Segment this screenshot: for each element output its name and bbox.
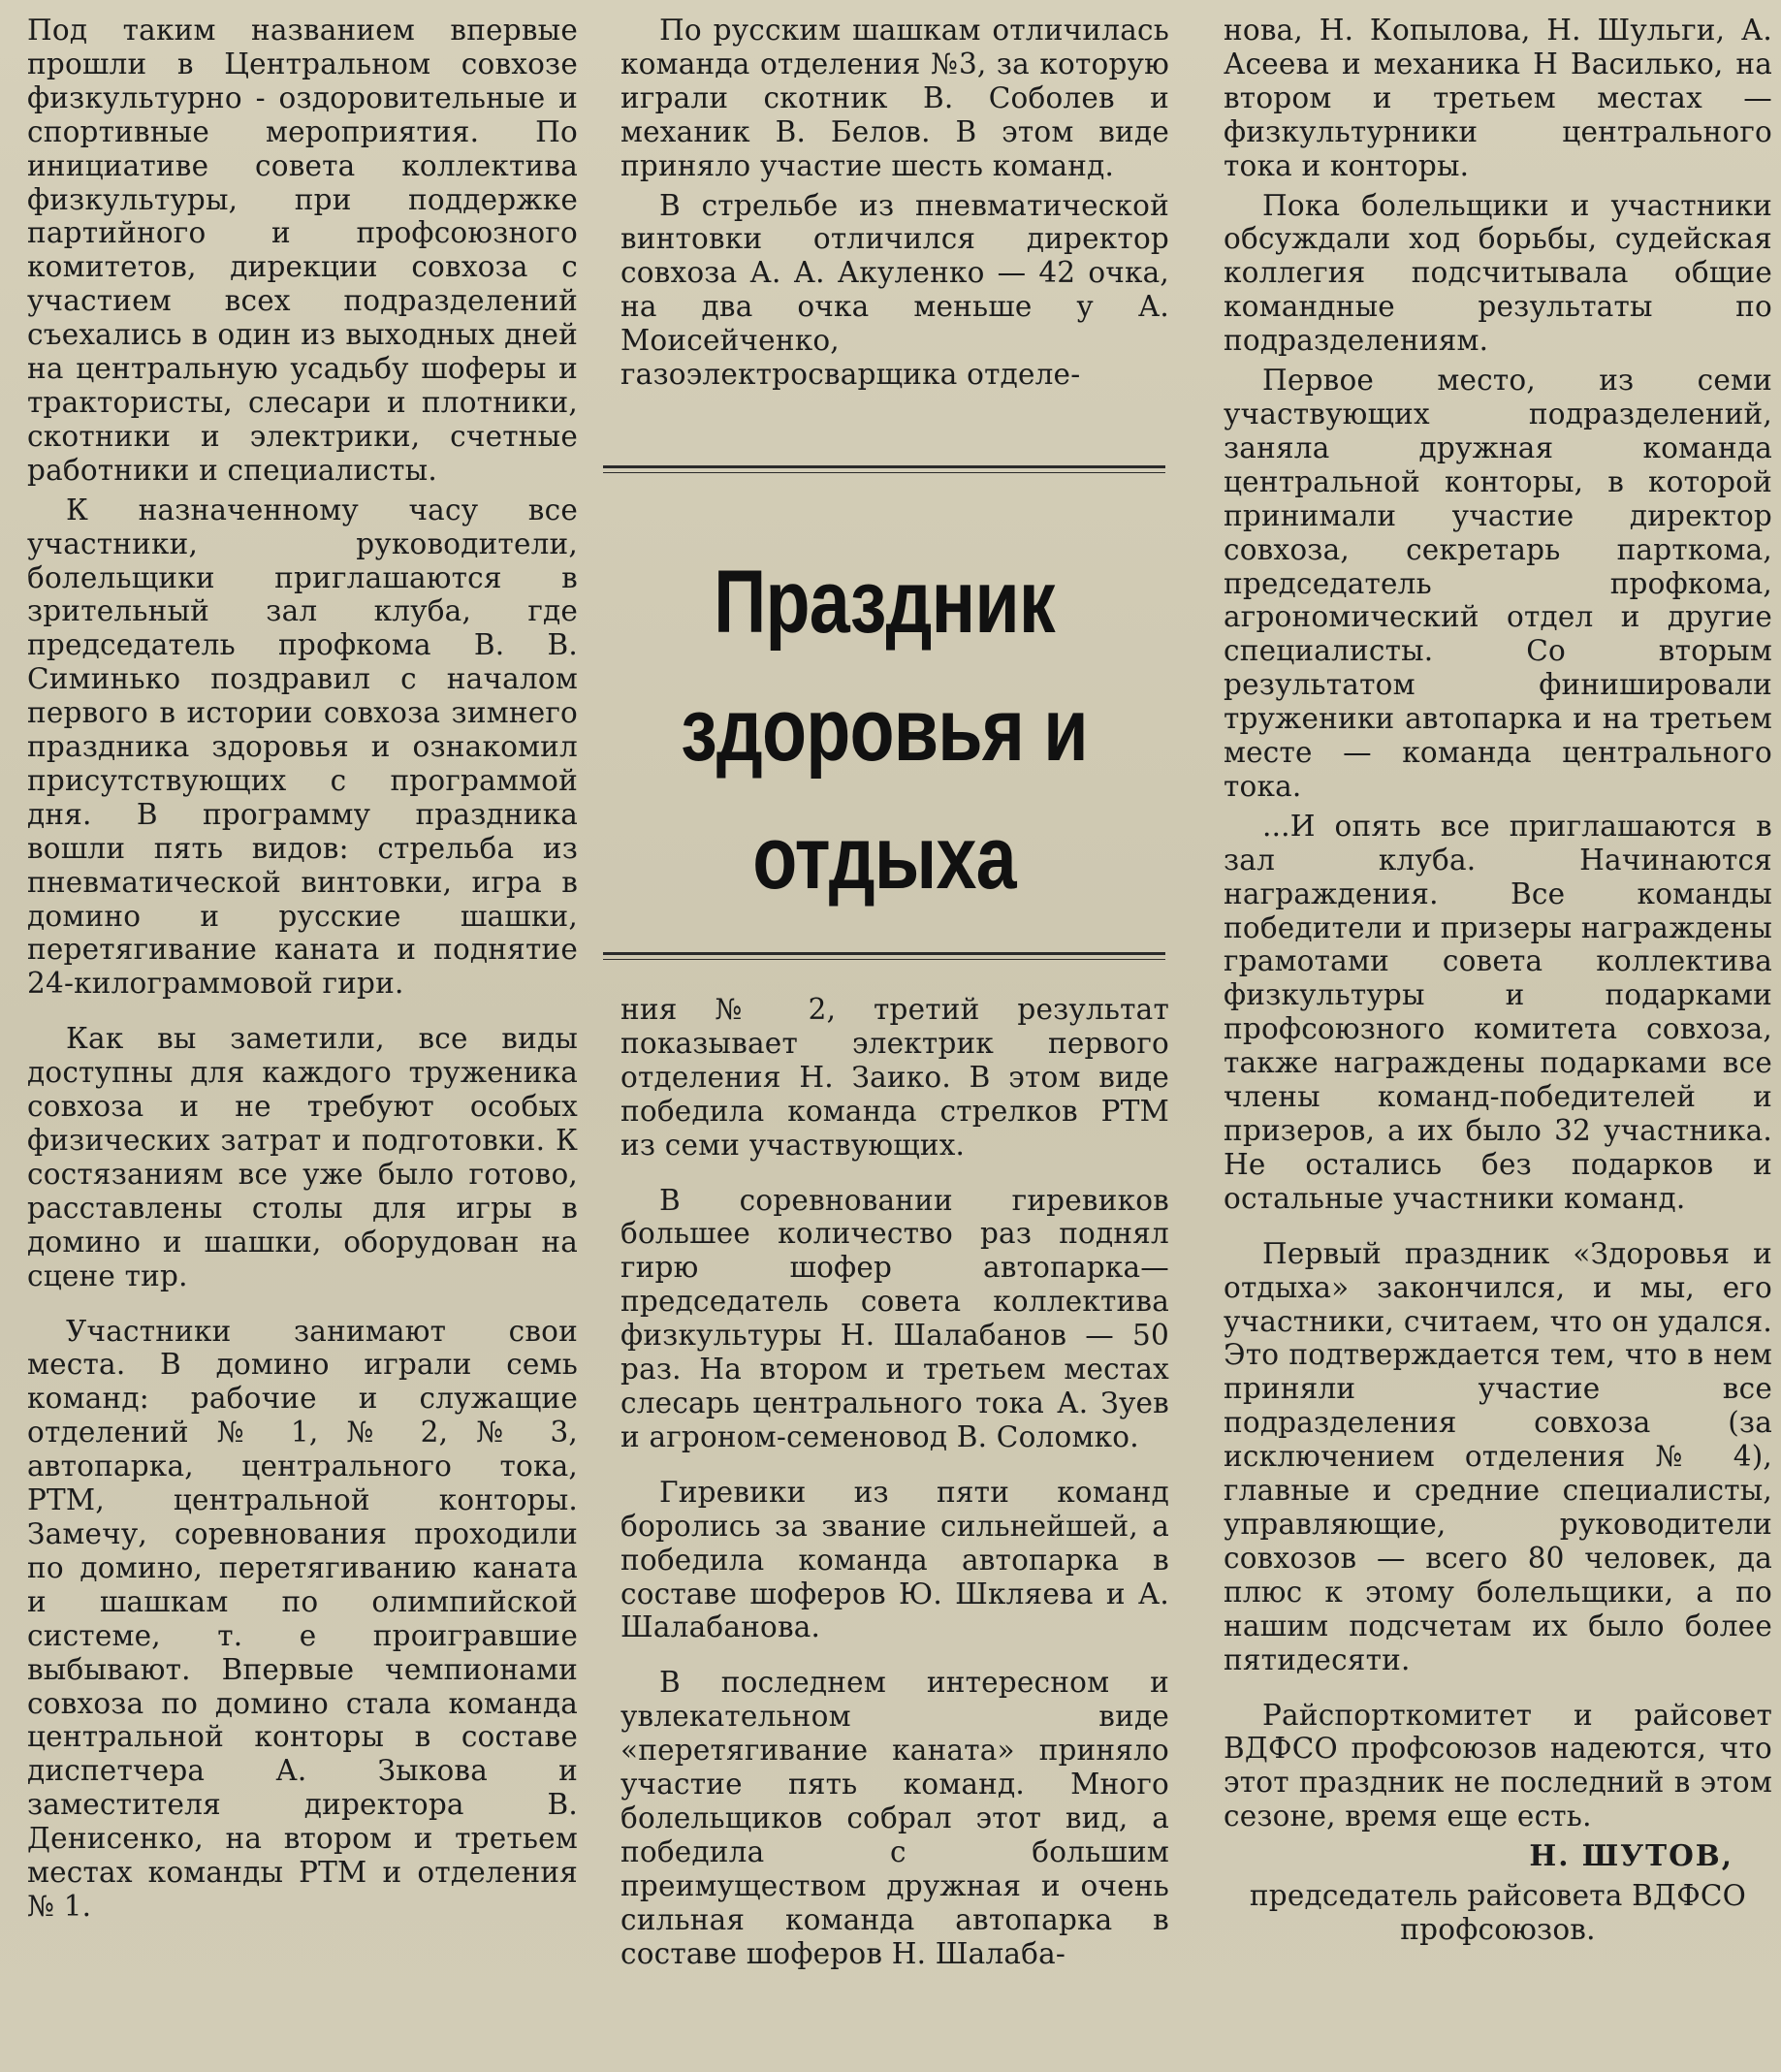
article-paragraph: К назначенному часу все участники, руководители, болельщики приглашаются в зрительный зал клуба, где председатель профкома В. В. Симинько поздравил с началом первого в истории совхоза зимнего праздника здоровья и ознакомил присутствующих с программой дня. В программу праздника вошли пять видов: стрельба из пневматической винтовки, игра в домино и русские шашки, перетягивание каната и поднятие 24-килограммовой гири. xyxy=(27,493,578,1001)
author-role: председатель райсовета ВДФСО профсоюзов. xyxy=(1249,1879,1747,1946)
article-paragraph: В стрельбе из пневматической винтовки отличился директор совхоза А. А. Акуленко — 42 очка, на два очка меньше у А. Моисейченко, газоэлектросварщика отделе- xyxy=(620,188,1169,392)
article-paragraph: Первое место, из семи участвующих подразделений, заняла дружная команда центральной конторы, в которой принимали участие директор совхоза, секретарь парткома, председатель профкома, агрономический отдел и другие специалисты. Со вторым результатом финишировали труженики автопарка и на третьем месте — команда центрального тока. xyxy=(1224,364,1772,803)
article-paragraph: В соревновании гиревиков большее количество раз поднял гирю шофер автопарка— председатель совета коллектива физкультуры Н. Шалабанов — 50 раз. На втором и третьем местах слесарь центрального тока А. Зуев и агроном-семеновод В. Соломко. xyxy=(620,1183,1169,1453)
article-paragraph: Под таким названием впервые прошли в Центральном совхозе физкультурно - оздоровительные и спортивные мероприятия. По инициативе совета коллектива физкультуры, при поддержке партийного и профсоюзного комитетов, дирекции совхоза с участием всех подразделений съехались в один из выходных дней на центральную усадьбу шоферы и трактористы, слесари и плотники, скотники и электрики, счетные работники и специалисты. xyxy=(27,14,578,487)
article-paragraph: ния № 2, третий результат показывает электрик первого отделения Н. Заико. В этом виде победила команда стрелков РТМ из семи участвующих. xyxy=(620,993,1169,1162)
article-paragraph: Участники занимают свои места. В домино играли семь команд: рабочие и служащие отделений № 1, № 2, № 3, автопарка, центрального тока, РТМ, центральной конторы. Замечу, соревнования проходили по домино, перетягиванию каната и шашкам по олимпийской системе, т. е проигравшие выбывают. Впервые чемпионами совхоза по домино стала команда центральной конторы в составе диспетчера А. Зыкова и заместителя директора В. Денисенко, на втором и третьем местах команды РТМ и отделения № 1. xyxy=(27,1314,578,1923)
headline-rule-top xyxy=(603,465,1165,468)
article-paragraph: По русским шашкам отличилась команда отделения №3, за которую играли скотник В. Соболев и механик В. Белов. В этом виде приняло участие шесть команд. xyxy=(620,14,1169,182)
author-signature: Н. ШУТОВ, xyxy=(1529,1838,1733,1873)
article-paragraph: нова, Н. Копылова, Н. Шульги, А. Асеева и механика Н Василько, на втором и третьем местах — физкультурники центрального тока и конторы. xyxy=(1224,14,1772,182)
headline-line: Праздник xyxy=(714,553,1055,652)
headline-line: отдыха xyxy=(752,809,1016,908)
article-paragraph: Как вы заметили, все виды доступны для каждого труженика совхоза и не требуют особых физических затрат и подготовки. К состязаниям все уже было готово, расставлены столы для игры в домино и шашки, оборудован на сцене тир. xyxy=(27,1022,578,1292)
article-paragraph: Первый праздник «Здоровья и отдыха» закончился, и мы, его участники, считаем, что он удался. Это подтверждается тем, что в нем приняли участие все подразделения совхоза (за исключением отделения № 4), главные и средние специалисты, управляющие, руководители совхозов — всего 80 человек, да плюс к этому болельщики, а по нашим подсчетам их было более пятидесяти. xyxy=(1224,1236,1772,1676)
article-headline xyxy=(653,538,1115,922)
article-column-2-bottom xyxy=(620,993,1169,1970)
article-paragraph: Райспорткомитет и райсовет ВДФСО профсоюзов надеются, что этот праздник не последний в этом сезоне, время еще есть. xyxy=(1224,1698,1772,1833)
article-paragraph: В последнем интересном и увлекательном виде «перетягивание каната» приняло участие пять команд. Много болельщиков собрал этот вид, а победила с большим преимуществом дружная и очень сильная команда автопарка в составе шоферов Н. Шалаба- xyxy=(620,1666,1169,1970)
article-column-1 xyxy=(27,14,578,1924)
article-paragraph: Гиревики из пяти команд боролись за звание сильнейшей, а победила команда автопарка в составе шоферов Ю. Шкляева и А. Шалабанова. xyxy=(620,1475,1169,1644)
article-column-2-top xyxy=(620,14,1169,392)
article-paragraph: ...И опять все приглашаются в зал клуба. Начинаются награждения. Все команды победители и призеры награждены грамотами совета коллектива физкультуры и подарками профсоюзного комитета совхоза, также награждены подарками все члены команд-победителей и призеров, а их было 32 участника. Не остались без подарков и остальные участники команд. xyxy=(1224,809,1772,1215)
article-paragraph: Пока болельщики и участники обсуждали ход борьбы, судейская коллегия подсчитывала общие командные результаты по подразделениям. xyxy=(1224,188,1772,358)
headline-rule-bottom xyxy=(603,952,1165,955)
headline-rule-bottom-thin xyxy=(603,959,1165,960)
headline-line: здоровья и xyxy=(681,681,1088,780)
headline-rule-top-thin xyxy=(603,472,1165,473)
article-column-3 xyxy=(1224,14,1772,1947)
